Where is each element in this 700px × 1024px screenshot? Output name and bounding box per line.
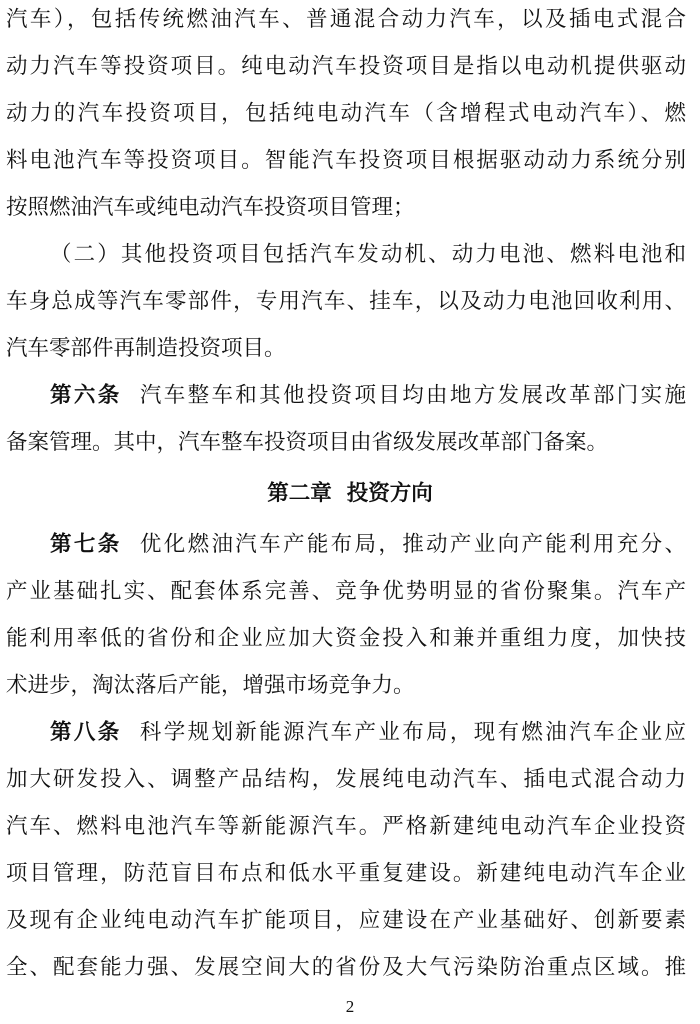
paragraph-line: 能利用率低的省份和企业应加大资金投入和兼并重组力度，加快技 xyxy=(6,626,686,651)
paragraph-line: 全、配套能力强、发展空间大的省份及大气污染防治重点区域。推 xyxy=(6,955,686,980)
paragraph-line: 及现有企业纯电动汽车扩能项目，应建设在产业基础好、创新要素 xyxy=(6,908,686,933)
paragraph-line: 项目管理，防范盲目布点和低水平重复建设。新建纯电动汽车企业 xyxy=(6,861,686,886)
paragraph-line: 料电池汽车等投资项目。智能汽车投资项目根据驱动动力系统分别 xyxy=(6,148,686,173)
paragraph-line: 汽车零部件再制造投资项目。 xyxy=(6,336,286,361)
paragraph-line: 备案管理。其中，汽车整车投资项目由省级发展改革部门备案。 xyxy=(6,430,609,455)
paragraph-line: 动力汽车等投资项目。纯电动汽车投资项目是指以电动机提供驱动 xyxy=(6,54,686,79)
paragraph-line: （二）其他投资项目包括汽车发动机、动力电池、燃料电池和 xyxy=(50,242,686,267)
article-6-first-line xyxy=(50,376,686,416)
page-number: 2 xyxy=(345,997,355,1016)
article-text: 科学规划新能源汽车产业布局，现有燃油汽车企业应 xyxy=(139,720,686,745)
paragraph-line: 按照燃油汽车或纯电动汽车投资项目管理； xyxy=(6,195,415,220)
article-heading: 第六条 xyxy=(50,383,122,408)
chapter-title: 第二章 投资方向 xyxy=(267,481,433,506)
article-text: 优化燃油汽车产能布局，推动产业向产能利用充分、 xyxy=(139,532,686,557)
paragraph-line: 术进步，淘汰落后产能，增强市场竞争力。 xyxy=(6,673,415,698)
paragraph-line: 汽车），包括传统燃油汽车、普通混合动力汽车，以及插电式混合 xyxy=(6,7,686,32)
article-text: 汽车整车和其他投资项目均由地方发展改革部门实施 xyxy=(139,383,686,408)
article-heading: 第八条 xyxy=(50,720,122,745)
article-7-first-line xyxy=(50,525,686,565)
paragraph-line: 动力的汽车投资项目，包括纯电动汽车（含增程式电动汽车）、燃 xyxy=(6,101,686,126)
paragraph-line: 产业基础扎实、配套体系完善、竞争优势明显的省份聚集。汽车产 xyxy=(6,579,686,604)
paragraph-line: 汽车、燃料电池汽车等新能源汽车。严格新建纯电动汽车企业投资 xyxy=(6,814,686,839)
paragraph-line: 车身总成等汽车零部件，专用汽车、挂车，以及动力电池回收利用、 xyxy=(6,289,686,314)
paragraph-line: 加大研发投入、调整产品结构，发展纯电动汽车、插电式混合动力 xyxy=(6,767,686,792)
article-heading: 第七条 xyxy=(50,532,122,557)
article-8-first-line xyxy=(50,713,686,753)
